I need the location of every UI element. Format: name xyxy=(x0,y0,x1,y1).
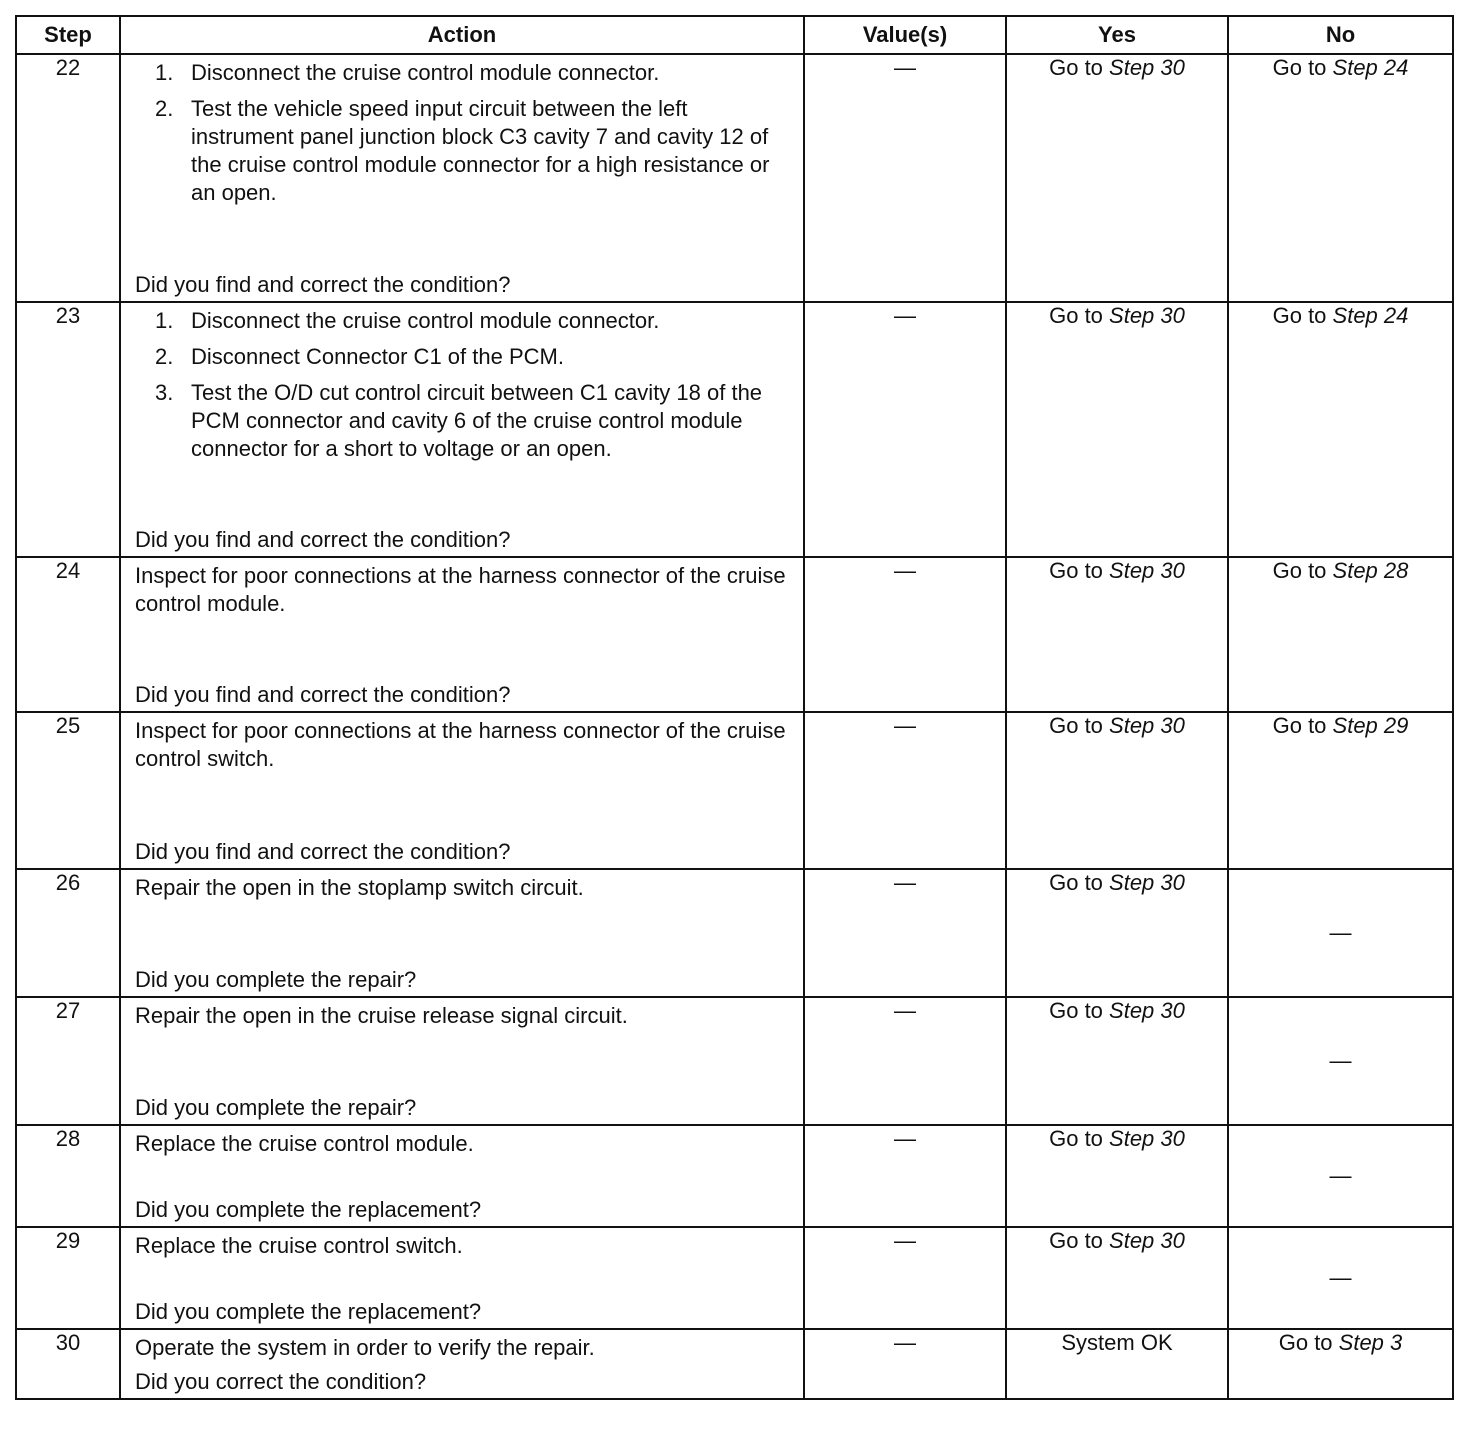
action-question: Did you complete the replacement? xyxy=(135,1197,482,1222)
action-item: 3. Test the O/D cut control circuit between C1 cavity 18 of the PCM connector and cavity 6 of the cruise control module connector for a short to voltage or an open. xyxy=(155,380,763,461)
yes-result: Go to Step 30 xyxy=(1006,302,1228,557)
value-cell: — xyxy=(804,1125,1006,1227)
no-result: Go to Step 28 xyxy=(1228,557,1453,712)
action-text: Replace the cruise control module. xyxy=(135,1131,474,1156)
yes-result: Go to Step 30 xyxy=(1006,1227,1228,1329)
action-cell xyxy=(120,302,804,557)
action-cell xyxy=(120,557,804,712)
step-number: 29 xyxy=(16,1227,120,1329)
action-question: Did you complete the repair? xyxy=(135,1095,417,1120)
value-cell: — xyxy=(804,302,1006,557)
no-result: — xyxy=(1228,1125,1453,1227)
table-row-step-30 xyxy=(16,1329,1453,1399)
no-result: Go to Step 24 xyxy=(1228,302,1453,557)
header-yes: Yes xyxy=(1006,16,1228,54)
table-row-step-29 xyxy=(16,1227,1453,1329)
action-question: Did you find and correct the condition? xyxy=(135,272,511,297)
action-item: 1. Disconnect the cruise control module connector. xyxy=(155,308,660,333)
no-result: — xyxy=(1228,1227,1453,1329)
value-cell: — xyxy=(804,997,1006,1125)
action-text: Inspect for poor connections at the harness connector of the cruise control switch. xyxy=(135,718,786,771)
action-text: Repair the open in the cruise release signal circuit. xyxy=(135,1003,628,1028)
action-question: Did you complete the replacement? xyxy=(135,1299,482,1324)
step-number: 27 xyxy=(16,997,120,1125)
action-cell xyxy=(120,997,804,1125)
no-result: — xyxy=(1228,997,1453,1125)
table-row-step-27 xyxy=(16,997,1453,1125)
action-cell xyxy=(120,54,804,302)
diagnostic-table xyxy=(15,15,1454,1400)
header-row xyxy=(16,16,1453,54)
no-result: Go to Step 24 xyxy=(1228,54,1453,302)
value-cell: — xyxy=(804,54,1006,302)
header-values: Value(s) xyxy=(804,16,1006,54)
step-number: 28 xyxy=(16,1125,120,1227)
value-cell: — xyxy=(804,557,1006,712)
yes-result: Go to Step 30 xyxy=(1006,869,1228,997)
action-cell xyxy=(120,712,804,869)
header-no: No xyxy=(1228,16,1453,54)
action-cell xyxy=(120,1125,804,1227)
value-cell: — xyxy=(804,1227,1006,1329)
table-row-step-26 xyxy=(16,869,1453,997)
action-text: Inspect for poor connections at the harness connector of the cruise control module. xyxy=(135,563,786,616)
value-cell: — xyxy=(804,1329,1006,1399)
header-action: Action xyxy=(120,16,804,54)
no-result: Go to Step 29 xyxy=(1228,712,1453,869)
step-number: 30 xyxy=(16,1329,120,1399)
table-row-step-25 xyxy=(16,712,1453,869)
table-row-step-22 xyxy=(16,54,1453,302)
action-text: Repair the open in the stoplamp switch circuit. xyxy=(135,875,584,900)
table-row-step-23 xyxy=(16,302,1453,557)
yes-result: Go to Step 30 xyxy=(1006,557,1228,712)
step-number: 24 xyxy=(16,557,120,712)
action-item: 2. Disconnect Connector C1 of the PCM. xyxy=(155,344,564,369)
value-cell: — xyxy=(804,712,1006,869)
action-item: 2. Test the vehicle speed input circuit between the left instrument panel junction block C3 cavity 7 and cavity 12 of the cruise control module connector for a high resistance or an open. xyxy=(155,96,770,205)
yes-result: System OK xyxy=(1006,1329,1228,1399)
action-item: 1. Disconnect the cruise control module connector. xyxy=(155,60,660,85)
action-question: Did you correct the condition? xyxy=(135,1369,427,1394)
action-cell xyxy=(120,869,804,997)
step-number: 22 xyxy=(16,54,120,302)
yes-result: Go to Step 30 xyxy=(1006,1125,1228,1227)
header-step: Step xyxy=(16,16,120,54)
action-text: Replace the cruise control switch. xyxy=(135,1233,463,1258)
action-text: Operate the system in order to verify the repair. xyxy=(135,1335,595,1360)
yes-result: Go to Step 30 xyxy=(1006,997,1228,1125)
yes-result: Go to Step 30 xyxy=(1006,54,1228,302)
no-result: — xyxy=(1228,869,1453,997)
action-cell xyxy=(120,1329,804,1399)
table-row-step-28 xyxy=(16,1125,1453,1227)
action-question: Did you complete the repair? xyxy=(135,967,417,992)
step-number: 23 xyxy=(16,302,120,557)
action-question: Did you find and correct the condition? xyxy=(135,527,511,552)
table-row-step-24 xyxy=(16,557,1453,712)
action-question: Did you find and correct the condition? xyxy=(135,682,511,707)
action-cell xyxy=(120,1227,804,1329)
no-result: Go to Step 3 xyxy=(1228,1329,1453,1399)
step-number: 25 xyxy=(16,712,120,869)
yes-result: Go to Step 30 xyxy=(1006,712,1228,869)
step-number: 26 xyxy=(16,869,120,997)
value-cell: — xyxy=(804,869,1006,997)
action-question: Did you find and correct the condition? xyxy=(135,839,511,864)
